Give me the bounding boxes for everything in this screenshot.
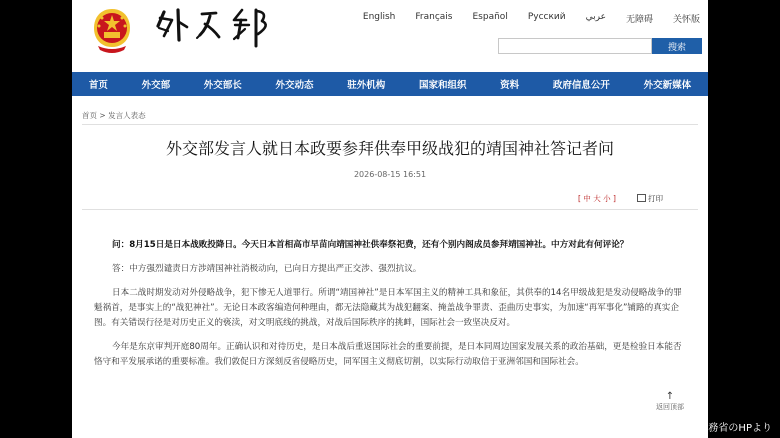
search-bar <box>498 38 702 54</box>
print-label: 打印 <box>648 194 663 203</box>
body-paragraph: 今年是东京审判开庭80周年。正确认识和对待历史，是日本战后重返国际社会的重要前提，是日本同周边国家发展关系的政治基础，更是检验日本能否恪守和平发展承诺的重要标准。我们敦促日方深刻反省侵略历史，同军国主义彻底切割，以实际行动取信于亚洲邻国和国际社会。 <box>94 342 682 367</box>
search-input[interactable] <box>498 38 652 54</box>
nav-resources[interactable]: 资料 <box>500 80 520 91</box>
font-size-selector[interactable]: [ 中 大 小 ] <box>578 194 616 203</box>
lang-french-link[interactable]: Français <box>415 12 453 22</box>
nav-new-media[interactable]: 外交新媒体 <box>643 80 692 91</box>
breadcrumb <box>82 110 146 121</box>
article-title: 外交部发言人就日本政要参拜供奉甲级战犯的靖国神社答记者问 <box>165 139 614 158</box>
question-paragraph: 问：8月15日是日本战败投降日。今天日本首相高市早苗向靖国神社供奉祭祀费，还有个别内阁成员参拜靖国神社。中方对此有何评论？ <box>112 240 629 250</box>
image-credit: 中国外務省のHPより <box>678 423 772 434</box>
arrow-up-icon: ↑ <box>665 391 675 402</box>
main-nav <box>72 72 708 96</box>
nav-ministry[interactable]: 外交部 <box>141 80 171 91</box>
nav-minister[interactable]: 外交部长 <box>203 80 242 91</box>
divider <box>82 124 698 125</box>
divider <box>82 209 698 210</box>
print-icon <box>637 194 646 202</box>
breadcrumb-separator: > <box>99 111 106 120</box>
national-emblem-icon[interactable] <box>90 6 134 56</box>
body-paragraph: 日本二战时期发动对外侵略战争，犯下惨无人道罪行。所谓“靖国神社”是日本军国主义的精神工具和象征，其供奉的14名甲级战犯是发动侵略战争的罪魁祸首，是事实上的“战犯神社”。无论日本政客编造何种理由，都无法隐藏其为战犯翻案、掩盖战争罪责、歪曲历史事实，为加速“再军事化”铺路的真实企图。有关错误行径是对历史正义的亵渎，对文明底线的挑战，对战后国际秩序的挑衅，国际社会一致坚决反对。 <box>94 288 682 328</box>
elder-care-link[interactable]: 关怀版 <box>672 15 700 25</box>
lang-spanish-link[interactable]: Español <box>472 12 508 22</box>
breadcrumb-home[interactable]: 首页 <box>82 111 97 120</box>
page <box>72 0 708 438</box>
mfa-logo[interactable] <box>150 4 280 50</box>
nav-info-disclosure[interactable]: 政府信息公开 <box>552 80 610 91</box>
back-to-top-label: 返回顶部 <box>656 403 684 411</box>
nav-missions[interactable]: 驻外机构 <box>347 80 386 91</box>
search-button[interactable]: 搜索 <box>652 38 702 54</box>
back-to-top-button[interactable] <box>656 392 684 412</box>
lang-russian-link[interactable]: Русский <box>527 12 566 22</box>
lang-english-link[interactable]: English <box>362 12 396 22</box>
breadcrumb-current[interactable]: 发言人表态 <box>108 111 146 120</box>
print-button[interactable] <box>637 193 663 204</box>
article-body <box>94 238 688 379</box>
language-bar <box>343 12 700 25</box>
nav-home[interactable]: 首页 <box>88 80 108 91</box>
answer-paragraph: 答：中方强烈谴责日方涉靖国神社消极动向，已向日方提出严正交涉、强烈抗议。 <box>112 264 422 274</box>
nav-diplomatic-news[interactable]: 外交动态 <box>275 80 314 91</box>
header <box>72 0 708 72</box>
accessibility-link[interactable]: 无障碍 <box>625 15 653 25</box>
article-date: 2026-08-15 16:51 <box>353 170 427 179</box>
lang-arabic-link[interactable]: عربي <box>585 12 606 22</box>
nav-countries-orgs[interactable]: 国家和组织 <box>418 80 467 91</box>
